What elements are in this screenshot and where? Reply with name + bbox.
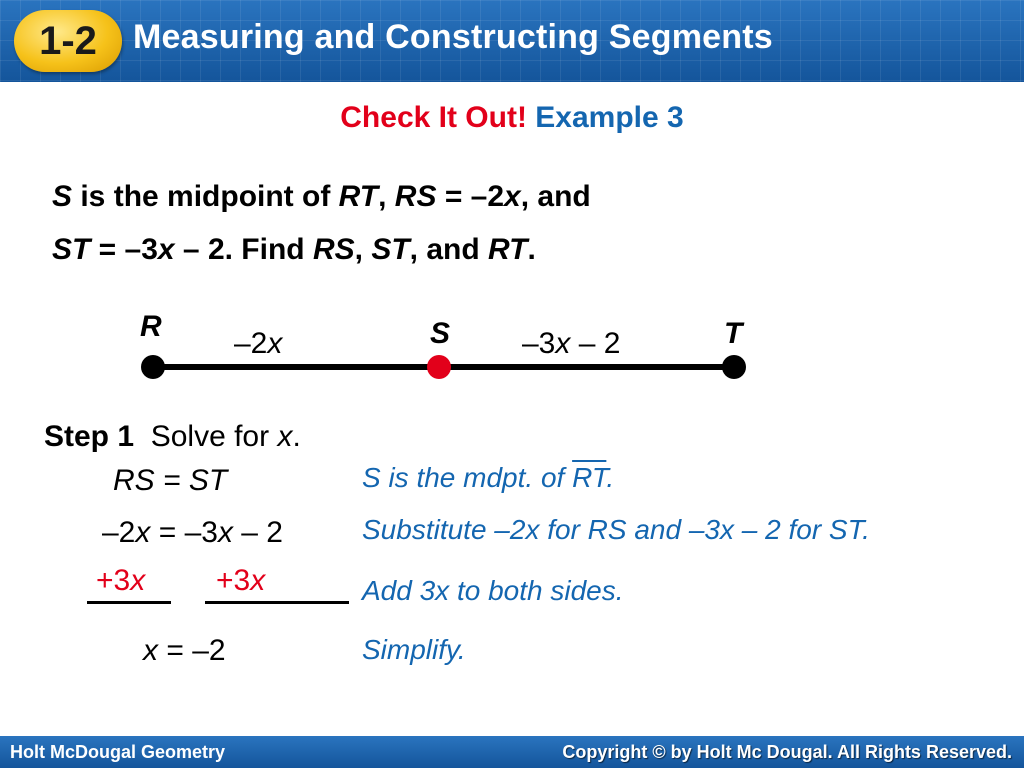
point-s-dot (427, 355, 451, 379)
lesson-number: 1-2 (39, 18, 97, 63)
reason-substitute: Substitute –2x for RS and –3x – 2 for ST. (362, 514, 870, 545)
reason-add: Add 3x to both sides. (362, 575, 624, 606)
reason-simplify: Simplify. (362, 634, 466, 665)
underline-left (87, 601, 171, 604)
problem-line-2: ST = –3x – 2. Find RS, ST, and RT. (52, 233, 536, 266)
example-label: Example 3 (535, 101, 684, 134)
equation-rs-equals-st: RS = ST (113, 464, 228, 497)
rs-length-label: –2x (234, 327, 283, 360)
lesson-title: Measuring and Constructing Segments (133, 18, 773, 56)
point-t-label: T (724, 317, 743, 350)
problem-line-1: S is the midpoint of RT, RS = –2x, and (52, 180, 591, 213)
reason-midpoint: S is the mdpt. of $\overline{RT}$. (362, 462, 615, 493)
point-s-label: S (430, 317, 451, 350)
slide-footer (0, 736, 1024, 768)
check-it-out-label: Check It Out! (340, 101, 527, 134)
point-r-label: R (140, 310, 162, 343)
point-r-dot (141, 355, 165, 379)
footer-copyright: Copyright © by Holt Mc Dougal. All Rights Reserved. (562, 742, 1012, 762)
add-3x-left: +3x (96, 564, 146, 597)
footer-course-title: Holt McDougal Geometry (10, 742, 226, 762)
equation-solution: x = –2 (143, 634, 226, 667)
equation-substituted: –2x = –3x – 2 (102, 516, 283, 549)
point-t-dot (722, 355, 746, 379)
step-heading: Step 1 Solve for x. (44, 420, 301, 453)
st-length-label: –3x – 2 (522, 327, 621, 360)
add-3x-right: +3x (216, 564, 266, 597)
underline-right (205, 601, 349, 604)
